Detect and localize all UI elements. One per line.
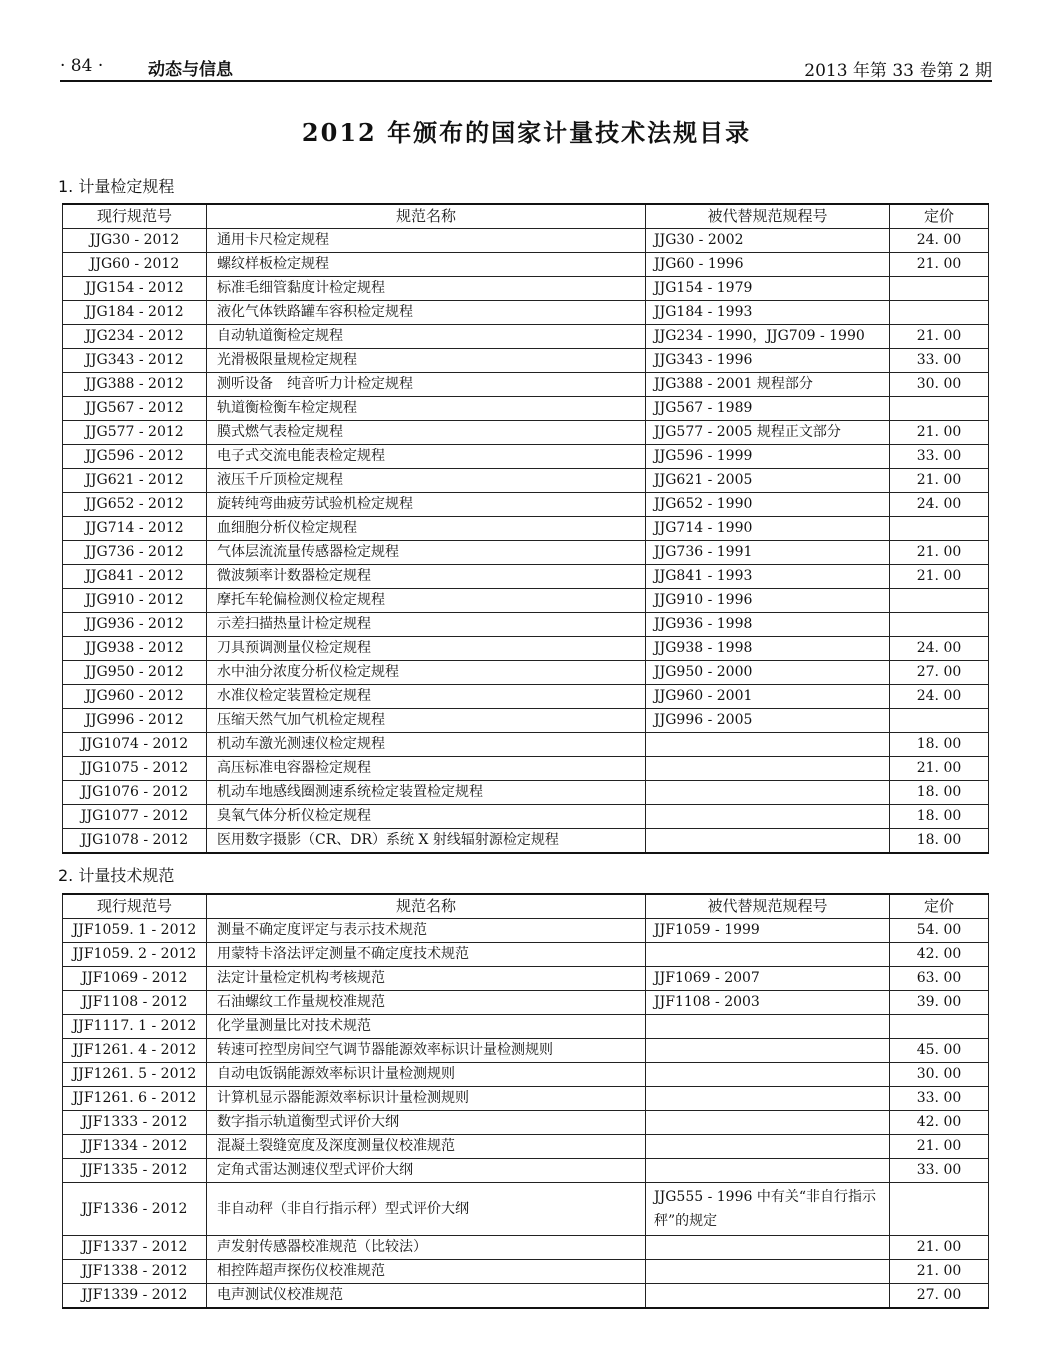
table-row [63,733,989,757]
page-title: 2012 年颁布的国家计量技术法规目录 [301,118,752,147]
cell-price: 33. 00 [890,1159,989,1183]
cell-name: 液化气体铁路罐车容积检定规程 [207,301,646,325]
table-row [63,301,989,325]
section1-title: 1. 计量检定规程 [58,177,175,196]
cell-name: 螺纹样板检定规程 [207,253,646,277]
cell-price: 45. 00 [890,1039,989,1063]
cell-replaced [646,943,890,967]
cell-replaced [646,805,890,829]
table-row [63,1183,989,1236]
section1-table [62,203,989,854]
cell-name: 用蒙特卡洛法评定测量不确定度技术规范 [207,943,646,967]
col-header-price: 定价 [890,204,989,229]
cell-replaced [646,1284,890,1309]
table-row [63,229,989,253]
table-row [63,253,989,277]
cell-replaced: JJG910 - 1996 [646,589,890,613]
section-name: 动态与信息 [148,60,233,80]
cell-replaced: JJG841 - 1993 [646,565,890,589]
cell-name: 光滑极限量规检定规程 [207,349,646,373]
cell-code: JJG1075 - 2012 [63,757,207,781]
cell-price: 18. 00 [890,733,989,757]
cell-replaced [646,829,890,854]
cell-name: 自动电饭锅能源效率标识计量检测规则 [207,1063,646,1087]
table-row [63,805,989,829]
cell-code: JJG841 - 2012 [63,565,207,589]
table-row [63,373,989,397]
cell-price: 18. 00 [890,805,989,829]
cell-replaced: JJG567 - 1989 [646,397,890,421]
col-header-code: 现行规范号 [63,894,207,919]
cell-replaced: JJG30 - 2002 [646,229,890,253]
cell-code: JJF1261. 4 - 2012 [63,1039,207,1063]
cell-price: 21. 00 [890,541,989,565]
cell-price: 24. 00 [890,493,989,517]
cell-replaced: JJG950 - 2000 [646,661,890,685]
col-header-name: 规范名称 [207,204,646,229]
cell-price: 21. 00 [890,253,989,277]
table-row [63,829,989,854]
cell-name: 血细胞分析仪检定规程 [207,517,646,541]
cell-code: JJF1334 - 2012 [63,1135,207,1159]
table-row [63,1236,989,1260]
table-row [63,637,989,661]
table-row [63,1087,989,1111]
cell-code: JJF1337 - 2012 [63,1236,207,1260]
table-row [63,1039,989,1063]
cell-name: 液压千斤顶检定规程 [207,469,646,493]
table-row [63,991,989,1015]
table-row [63,1260,989,1284]
cell-price: 24. 00 [890,229,989,253]
cell-replaced: JJG736 - 1991 [646,541,890,565]
cell-price [890,517,989,541]
cell-code: JJG343 - 2012 [63,349,207,373]
cell-code: JJG996 - 2012 [63,709,207,733]
table-row [63,919,989,943]
cell-name: 自动轨道衡检定规程 [207,325,646,349]
cell-replaced [646,781,890,805]
cell-replaced: JJG938 - 1998 [646,637,890,661]
cell-code: JJG184 - 2012 [63,301,207,325]
cell-price: 18. 00 [890,781,989,805]
cell-replaced [646,733,890,757]
cell-code: JJF1069 - 2012 [63,967,207,991]
cell-replaced: JJG555 - 1996 中有关“非自行指示秤”的规定 [646,1183,890,1236]
cell-price [890,397,989,421]
table-row [63,325,989,349]
table-row [63,277,989,301]
cell-code: JJF1335 - 2012 [63,1159,207,1183]
table-header-row [63,204,989,229]
cell-replaced: JJG936 - 1998 [646,613,890,637]
cell-replaced: JJG577 - 2005 规程正文部分 [646,421,890,445]
cell-replaced [646,1135,890,1159]
cell-replaced: JJG652 - 1990 [646,493,890,517]
cell-price: 21. 00 [890,325,989,349]
table-row [63,469,989,493]
cell-replaced [646,1111,890,1135]
cell-name: 定角式雷达测速仪型式评价大纲 [207,1159,646,1183]
cell-name: 膜式燃气表检定规程 [207,421,646,445]
cell-name: 电声测试仪校准规范 [207,1284,646,1309]
cell-replaced [646,757,890,781]
cell-price: 27. 00 [890,1284,989,1309]
cell-code: JJG577 - 2012 [63,421,207,445]
cell-code: JJG938 - 2012 [63,637,207,661]
cell-replaced: JJG621 - 2005 [646,469,890,493]
cell-name: 计算机显示器能源效率标识计量检测规则 [207,1087,646,1111]
cell-price: 24. 00 [890,685,989,709]
cell-code: JJG596 - 2012 [63,445,207,469]
cell-name: 转速可控型房间空气调节器能源效率标识计量检测规则 [207,1039,646,1063]
cell-code: JJG960 - 2012 [63,685,207,709]
cell-code: JJG60 - 2012 [63,253,207,277]
cell-name: 石油螺纹工作量规校准规范 [207,991,646,1015]
cell-name: 气体层流流量传感器检定规程 [207,541,646,565]
cell-code: JJF1108 - 2012 [63,991,207,1015]
cell-replaced [646,1159,890,1183]
cell-replaced: JJF1069 - 2007 [646,967,890,991]
cell-code: JJG234 - 2012 [63,325,207,349]
cell-name: 非自动秤（非自行指示秤）型式评价大纲 [207,1183,646,1236]
cell-code: JJG950 - 2012 [63,661,207,685]
cell-replaced: JJG60 - 1996 [646,253,890,277]
cell-price: 21. 00 [890,1236,989,1260]
cell-code: JJF1338 - 2012 [63,1260,207,1284]
cell-name: 旋转纯弯曲疲劳试验机检定规程 [207,493,646,517]
cell-code: JJG1077 - 2012 [63,805,207,829]
cell-replaced: JJG714 - 1990 [646,517,890,541]
table-row [63,1135,989,1159]
cell-code: JJF1117. 1 - 2012 [63,1015,207,1039]
cell-code: JJG714 - 2012 [63,517,207,541]
cell-replaced: JJG184 - 1993 [646,301,890,325]
cell-replaced: JJF1059 - 1999 [646,919,890,943]
cell-price: 24. 00 [890,637,989,661]
cell-name: 示差扫描热量计检定规程 [207,613,646,637]
col-header-replaced: 被代替规范规程号 [646,204,890,229]
cell-name: 混凝土裂缝宽度及深度测量仪校准规范 [207,1135,646,1159]
cell-price: 54. 00 [890,919,989,943]
cell-code: JJG621 - 2012 [63,469,207,493]
cell-price: 42. 00 [890,1111,989,1135]
section2-title: 2. 计量技术规范 [58,866,175,885]
table-row [63,1159,989,1183]
cell-code: JJG736 - 2012 [63,541,207,565]
cell-name: 轨道衡检衡车检定规程 [207,397,646,421]
cell-replaced [646,1087,890,1111]
cell-price: 21. 00 [890,421,989,445]
cell-name: 化学量测量比对技术规范 [207,1015,646,1039]
cell-name: 数字指示轨道衡型式评价大纲 [207,1111,646,1135]
col-header-price: 定价 [890,894,989,919]
cell-price [890,277,989,301]
cell-price: 18. 00 [890,829,989,854]
col-header-replaced: 被代替规范规程号 [646,894,890,919]
cell-name: 测量不确定度评定与表示技术规范 [207,919,646,943]
cell-price: 42. 00 [890,943,989,967]
table-row [63,445,989,469]
table-row [63,541,989,565]
cell-price [890,1183,989,1236]
cell-code: JJG30 - 2012 [63,229,207,253]
col-header-name: 规范名称 [207,894,646,919]
cell-price: 21. 00 [890,1260,989,1284]
cell-replaced [646,1260,890,1284]
cell-price [890,613,989,637]
cell-name: 水准仪检定装置检定规程 [207,685,646,709]
table-row [63,1284,989,1309]
cell-name: 高压标准电容器检定规程 [207,757,646,781]
cell-code: JJG567 - 2012 [63,397,207,421]
cell-name: 机动车地感线圈测速系统检定装置检定规程 [207,781,646,805]
table-row [63,517,989,541]
cell-code: JJF1333 - 2012 [63,1111,207,1135]
table-row [63,613,989,637]
cell-replaced: JJG154 - 1979 [646,277,890,301]
cell-price: 21. 00 [890,1135,989,1159]
cell-code: JJG388 - 2012 [63,373,207,397]
cell-price [890,1015,989,1039]
cell-price: 33. 00 [890,445,989,469]
cell-code: JJF1336 - 2012 [63,1183,207,1236]
cell-replaced: JJG234 - 1990，JJG709 - 1990 [646,325,890,349]
cell-name: 医用数字摄影（CR、DR）系统 X 射线辐射源检定规程 [207,829,646,854]
cell-replaced [646,1063,890,1087]
table-row [63,421,989,445]
table-row [63,685,989,709]
cell-price: 33. 00 [890,349,989,373]
cell-name: 测听设备 纯音听力计检定规程 [207,373,646,397]
section2-table [62,893,989,1309]
page-header [60,52,992,82]
cell-price: 33. 00 [890,1087,989,1111]
table-row [63,1063,989,1087]
cell-replaced [646,1039,890,1063]
cell-code: JJF1261. 6 - 2012 [63,1087,207,1111]
cell-code: JJG936 - 2012 [63,613,207,637]
cell-price: 39. 00 [890,991,989,1015]
cell-price [890,589,989,613]
cell-name: 电子式交流电能表检定规程 [207,445,646,469]
cell-code: JJG1078 - 2012 [63,829,207,854]
cell-replaced [646,1236,890,1260]
table-row [63,709,989,733]
table-row [63,967,989,991]
cell-price [890,301,989,325]
cell-replaced: JJF1108 - 2003 [646,991,890,1015]
cell-replaced [646,1015,890,1039]
cell-replaced: JJG960 - 2001 [646,685,890,709]
cell-code: JJF1339 - 2012 [63,1284,207,1309]
cell-price: 21. 00 [890,469,989,493]
table-row [63,661,989,685]
issue-info: 2013 年第 33 卷第 2 期 [804,61,992,81]
cell-price: 21. 00 [890,757,989,781]
cell-name: 通用卡尺检定规程 [207,229,646,253]
cell-replaced: JJG596 - 1999 [646,445,890,469]
table-header-row [63,894,989,919]
table-row [63,349,989,373]
cell-name: 臭氧气体分析仪检定规程 [207,805,646,829]
cell-price: 63. 00 [890,967,989,991]
section2-rows [63,919,989,1309]
table-row [63,397,989,421]
cell-code: JJF1059. 1 - 2012 [63,919,207,943]
table-row [63,493,989,517]
cell-price: 30. 00 [890,373,989,397]
cell-replaced: JJG343 - 1996 [646,349,890,373]
cell-code: JJG652 - 2012 [63,493,207,517]
cell-code: JJF1261. 5 - 2012 [63,1063,207,1087]
cell-code: JJG154 - 2012 [63,277,207,301]
cell-replaced: JJG996 - 2005 [646,709,890,733]
cell-price: 21. 00 [890,565,989,589]
cell-code: JJF1059. 2 - 2012 [63,943,207,967]
cell-name: 压缩天然气加气机检定规程 [207,709,646,733]
cell-name: 声发射传感器校准规范（比较法） [207,1236,646,1260]
page-number: · 84 · [60,56,104,76]
cell-price: 27. 00 [890,661,989,685]
table-row [63,757,989,781]
cell-name: 刀具预调测量仪检定规程 [207,637,646,661]
cell-name: 标准毛细管黏度计检定规程 [207,277,646,301]
cell-price [890,709,989,733]
section1-rows [63,229,989,854]
table-row [63,1015,989,1039]
cell-name: 机动车激光测速仪检定规程 [207,733,646,757]
table-row [63,781,989,805]
cell-price: 30. 00 [890,1063,989,1087]
cell-code: JJG1074 - 2012 [63,733,207,757]
cell-code: JJG910 - 2012 [63,589,207,613]
cell-name: 摩托车轮偏检测仪检定规程 [207,589,646,613]
cell-replaced: JJG388 - 2001 规程部分 [646,373,890,397]
table-row [63,1111,989,1135]
cell-name: 水中油分浓度分析仪检定规程 [207,661,646,685]
cell-name: 法定计量检定机构考核规范 [207,967,646,991]
col-header-code: 现行规范号 [63,204,207,229]
cell-name: 相控阵超声探伤仪校准规范 [207,1260,646,1284]
cell-name: 微波频率计数器检定规程 [207,565,646,589]
table-row [63,565,989,589]
table-row [63,589,989,613]
table-row [63,943,989,967]
cell-code: JJG1076 - 2012 [63,781,207,805]
